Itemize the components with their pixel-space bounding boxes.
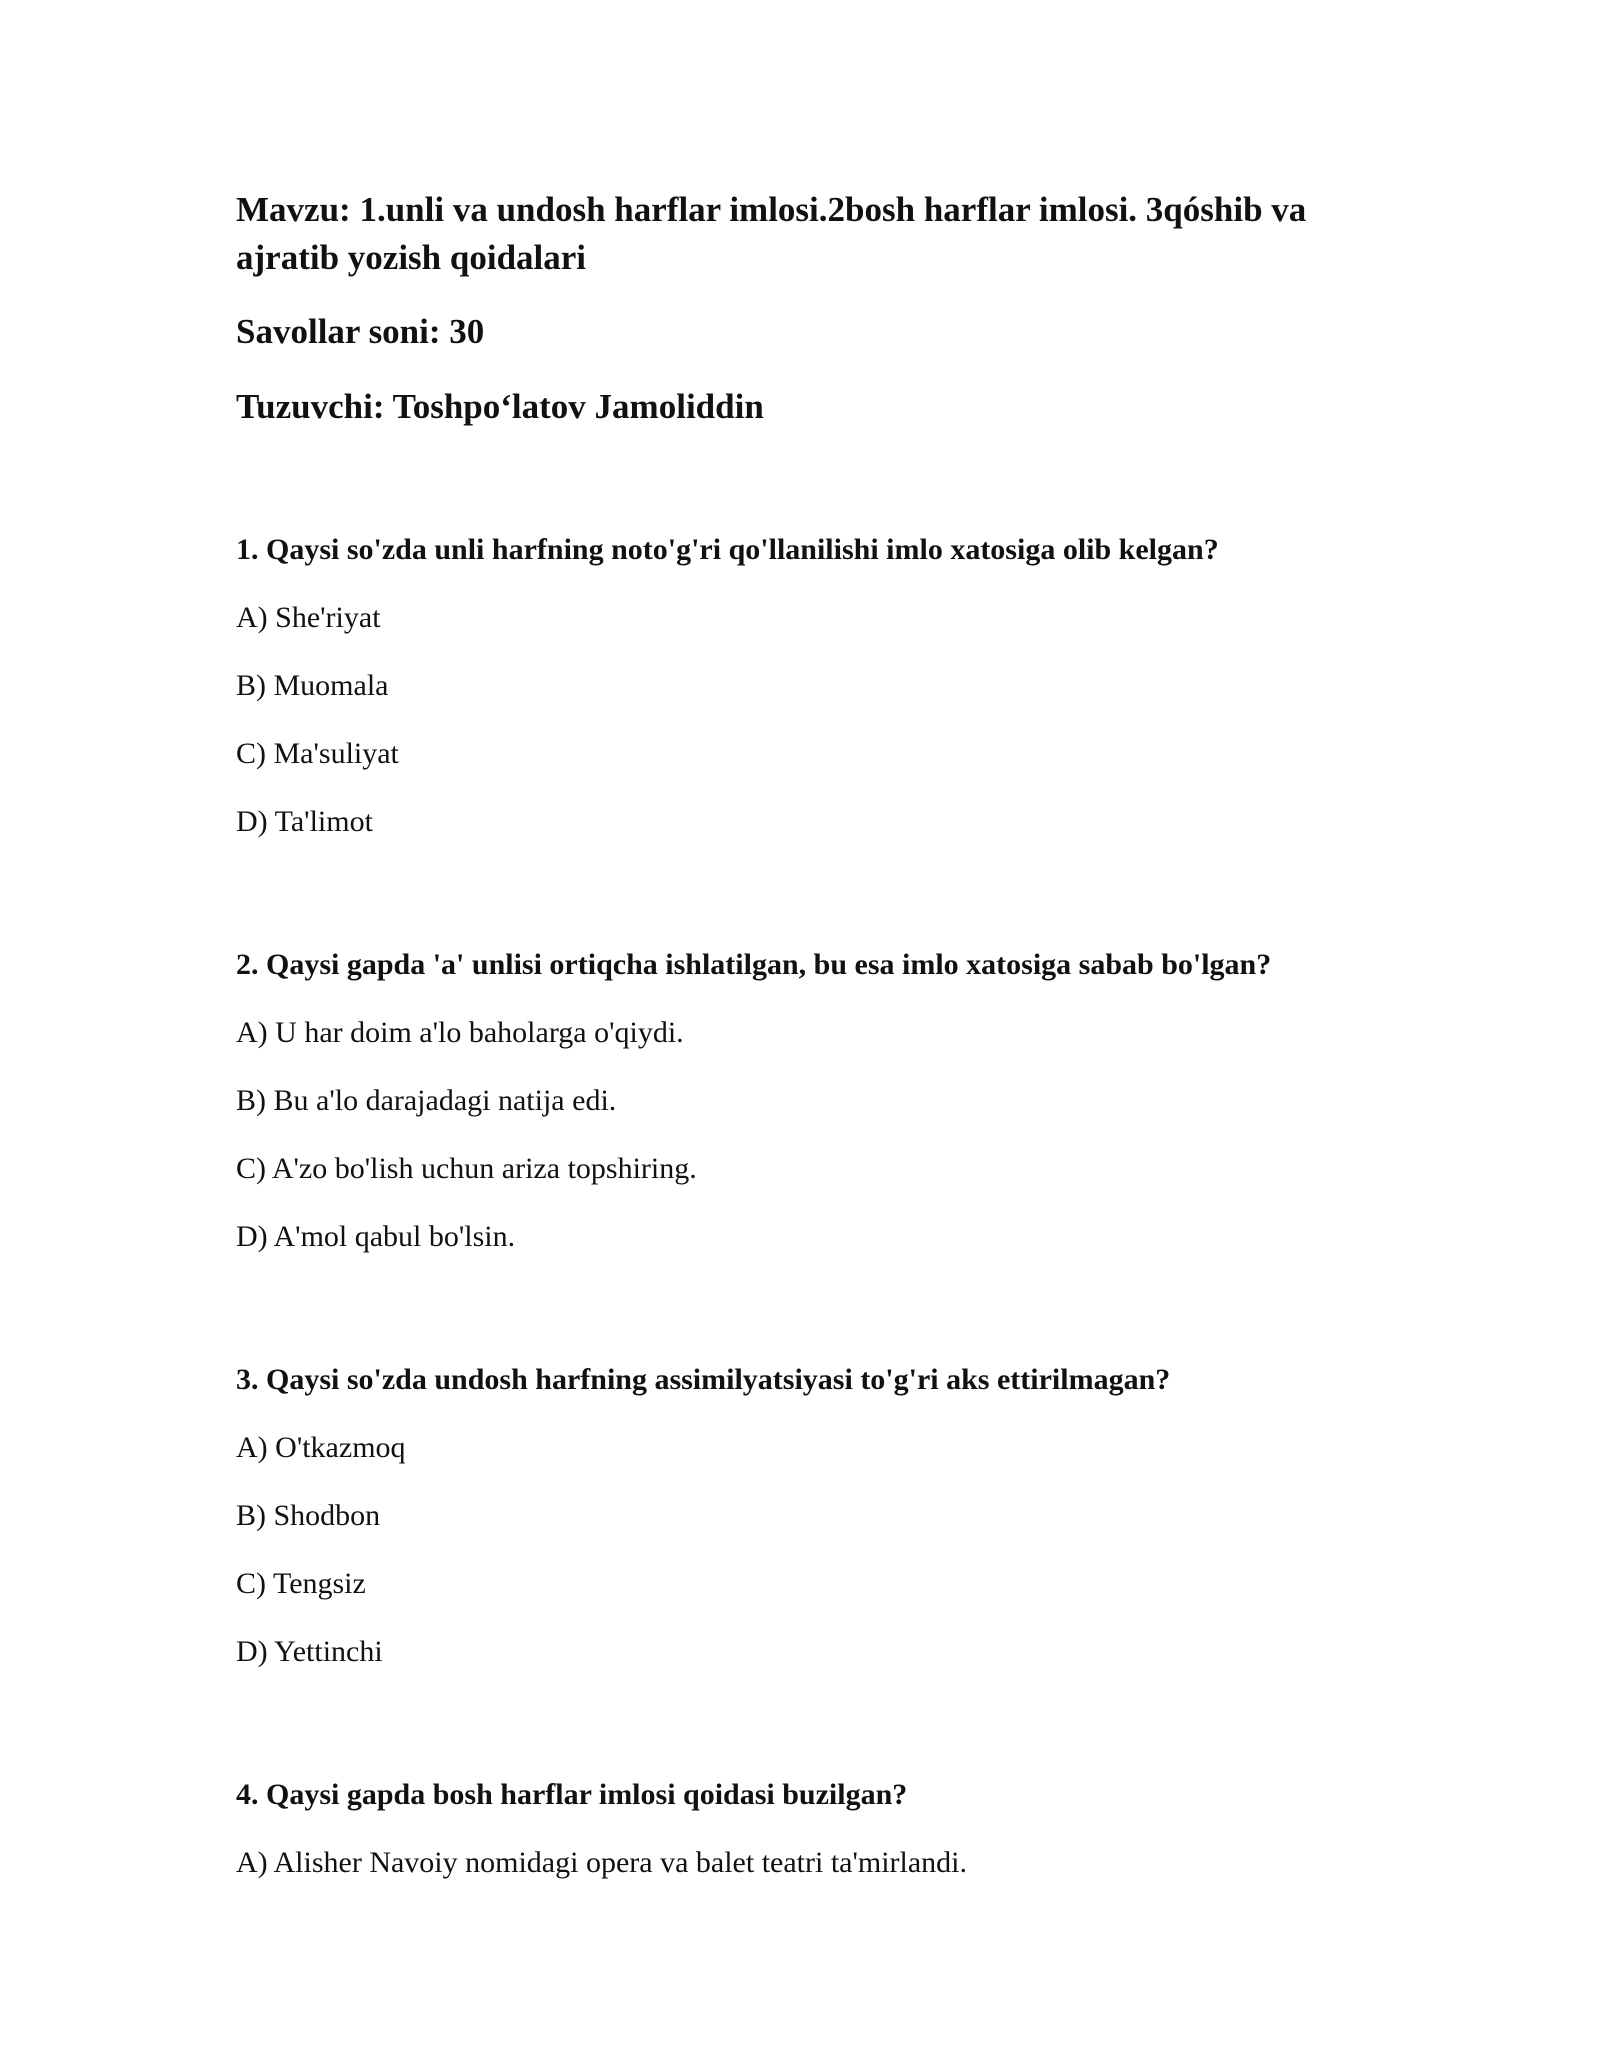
question-3-option-c: C) Tengsiz: [236, 1567, 366, 1600]
question-4-option-a: A) Alisher Navoiy nomidagi opera va balet teatri ta'mirlandi.: [236, 1846, 968, 1879]
question-count: Savollar soni: 30: [236, 312, 485, 351]
question-2-option-a: A) U har doim a'lo baholarga o'qiydi.: [236, 1016, 684, 1049]
question-3-option-a: A) O'tkazmoq: [236, 1431, 406, 1464]
question-2-option-b: B) Bu a'lo darajadagi natija edi.: [236, 1084, 617, 1117]
question-1-option-a: A) She'riyat: [236, 601, 381, 634]
question-2-option-c: C) A'zo bo'lish uchun ariza topshiring.: [236, 1152, 697, 1185]
question-3-option-b: B) Shodbon: [236, 1499, 381, 1532]
question-2-option-d: D) A'mol qabul bo'lsin.: [236, 1220, 516, 1253]
question-1-option-d: D) Ta'limot: [236, 805, 373, 838]
author-line: Tuzuvchi: Toshpo‘latov Jamoliddin: [236, 387, 764, 426]
question-4: 4. Qaysi gapda bosh harflar imlosi qoidasi buzilgan?: [236, 1778, 908, 1811]
document-content: [236, 186, 1386, 1882]
question-3-option-d: D) Yettinchi: [236, 1635, 383, 1668]
question-1-option-c: C) Ma'suliyat: [236, 737, 399, 770]
question-2: 2. Qaysi gapda 'a' unlisi ortiqcha ishlatilgan, bu esa imlo xatosiga sabab bo'lgan?: [236, 948, 1272, 981]
question-1: 1. Qaysi so'zda unli harfning noto'g'ri qo'llanilishi imlo xatosiga olib kelgan?: [236, 533, 1219, 566]
question-3: 3. Qaysi so'zda undosh harfning assimilyatsiyasi to'g'ri aks ettirilmagan?: [236, 1363, 1171, 1396]
question-1-option-b: B) Muomala: [236, 669, 389, 702]
topic-heading: Mavzu: 1.unli va undosh harflar imlosi.2bosh harflar imlosi. 3qóshib va ajratib yozish qoidalari: [236, 190, 1307, 277]
